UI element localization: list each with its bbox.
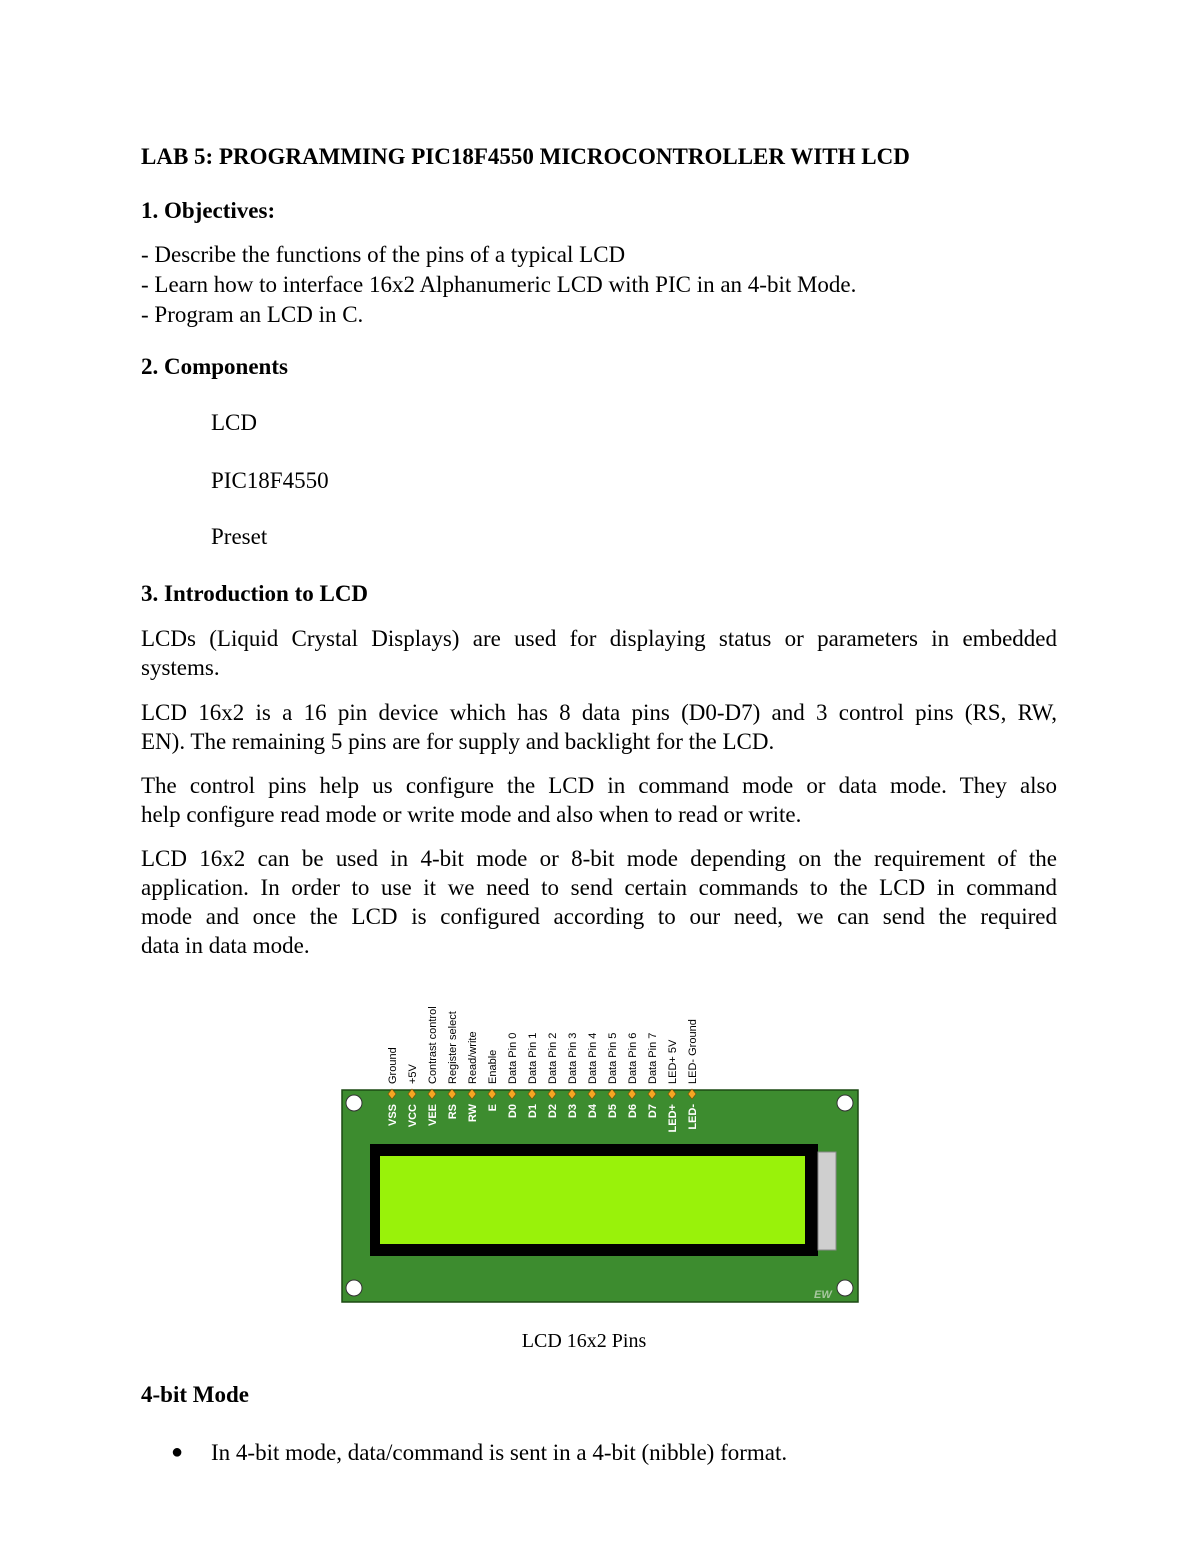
paragraph-line: LCD 16x2 can be used in 4-bit mode or 8-bit mode depending on the requirement of the — [141, 846, 1057, 871]
lcd-pinout-figure — [340, 970, 862, 1306]
figure-caption: LCD 16x2 Pins — [521, 1330, 647, 1352]
pin-code-label: VSS — [387, 1104, 399, 1127]
pin-function-label: Data Pin 2 — [547, 1032, 559, 1084]
pin-code-label: E — [487, 1104, 499, 1112]
intro-paragraph-1 — [141, 624, 1057, 682]
pin-code-label: D1 — [527, 1104, 539, 1119]
pin-code-label: RW — [467, 1104, 479, 1123]
pin-function-label: Data Pin 7 — [647, 1032, 659, 1084]
intro-paragraph-3 — [141, 771, 1057, 829]
backlight-connector — [818, 1152, 836, 1250]
paragraph-line: EN). The remaining 5 pins are for supply and backlight for the LCD. — [141, 729, 775, 754]
page-title: LAB 5: PROGRAMMING PIC18F4550 MICROCONTROLLER WITH LCD — [141, 144, 910, 169]
component-item: LCD — [211, 410, 257, 435]
components-heading: 2. Components — [141, 354, 288, 379]
paragraph-line: data in data mode. — [141, 933, 310, 958]
board-mark: EW — [814, 1289, 832, 1301]
pin-function-label: +5V — [407, 1064, 419, 1084]
mount-hole-icon — [837, 1095, 853, 1111]
intro-heading: 3. Introduction to LCD — [141, 581, 369, 606]
pin-function-label: Data Pin 6 — [627, 1032, 639, 1084]
component-item: PIC18F4550 — [211, 468, 329, 493]
pin-function-label: Data Pin 5 — [607, 1032, 619, 1084]
pin-function-label: LED+ 5V — [667, 1039, 679, 1084]
mount-hole-icon — [346, 1095, 362, 1111]
paragraph-line: LCDs (Liquid Crystal Displays) are used for displaying status or parameters in embedded — [141, 626, 1057, 651]
pin-function-label: Data Pin 1 — [527, 1032, 539, 1084]
objectives-heading: 1. Objectives: — [141, 198, 276, 223]
intro-paragraph-2 — [141, 698, 1057, 756]
pin-code-label: D0 — [507, 1104, 519, 1119]
objective-item: - Describe the functions of the pins of a typical LCD — [141, 242, 626, 267]
pin-function-label: Data Pin 3 — [567, 1032, 579, 1084]
pin-function-label: Ground — [387, 1047, 399, 1084]
pin-function-label: Data Pin 0 — [507, 1032, 519, 1084]
paragraph-line: help configure read mode or write mode and also when to read or write. — [141, 802, 802, 827]
objective-item: - Learn how to interface 16x2 Alphanumeric LCD with PIC in an 4-bit Mode. — [141, 272, 857, 297]
mount-hole-icon — [837, 1280, 853, 1296]
component-item: Preset — [211, 524, 268, 549]
pin-code-label: D4 — [587, 1104, 599, 1119]
paragraph-line: The control pins help us configure the LCD in command mode or data mode. They also — [141, 773, 1057, 798]
intro-paragraph-4 — [141, 844, 1057, 960]
pin-code-label: VEE — [427, 1104, 439, 1127]
pin-code-label: VCC — [407, 1104, 419, 1128]
paragraph-line: mode and once the LCD is configured according to our need, we can send the required — [141, 904, 1057, 929]
paragraph-line: LCD 16x2 is a 16 pin device which has 8 data pins (D0-D7) and 3 control pins (RS, RW, — [141, 700, 1057, 725]
paragraph-line: systems. — [141, 655, 220, 680]
paragraph-line: application. In order to use it we need to send certain commands to the LCD in command — [141, 875, 1057, 900]
pin-function-label: Enable — [487, 1049, 499, 1084]
bullet-icon: ● — [171, 1441, 184, 1463]
pin-code-label: LED- — [687, 1104, 699, 1130]
pin-function-label: Data Pin 4 — [587, 1032, 599, 1084]
pin-code-label: D3 — [567, 1104, 579, 1119]
pin-code-label: D2 — [547, 1104, 559, 1119]
mount-hole-icon — [346, 1280, 362, 1296]
lcd-screen — [380, 1156, 805, 1244]
pin-code-label: LED+ — [667, 1104, 679, 1133]
pin-code-label: RS — [447, 1104, 459, 1120]
pin-function-label: Contrast control — [427, 1006, 439, 1084]
mode4-bullet-text: In 4-bit mode, data/command is sent in a 4-bit (nibble) format. — [211, 1440, 788, 1465]
pin-code-label: D5 — [607, 1104, 619, 1119]
pin-function-label: Register select — [447, 1011, 459, 1084]
pin-code-label: D7 — [647, 1104, 659, 1119]
pin-function-label: Read/write — [467, 1031, 479, 1084]
mode4-heading: 4-bit Mode — [141, 1382, 249, 1407]
objective-item: - Program an LCD in C. — [141, 302, 364, 327]
pin-function-label: LED- Ground — [687, 1019, 699, 1084]
pin-code-label: D6 — [627, 1104, 639, 1119]
